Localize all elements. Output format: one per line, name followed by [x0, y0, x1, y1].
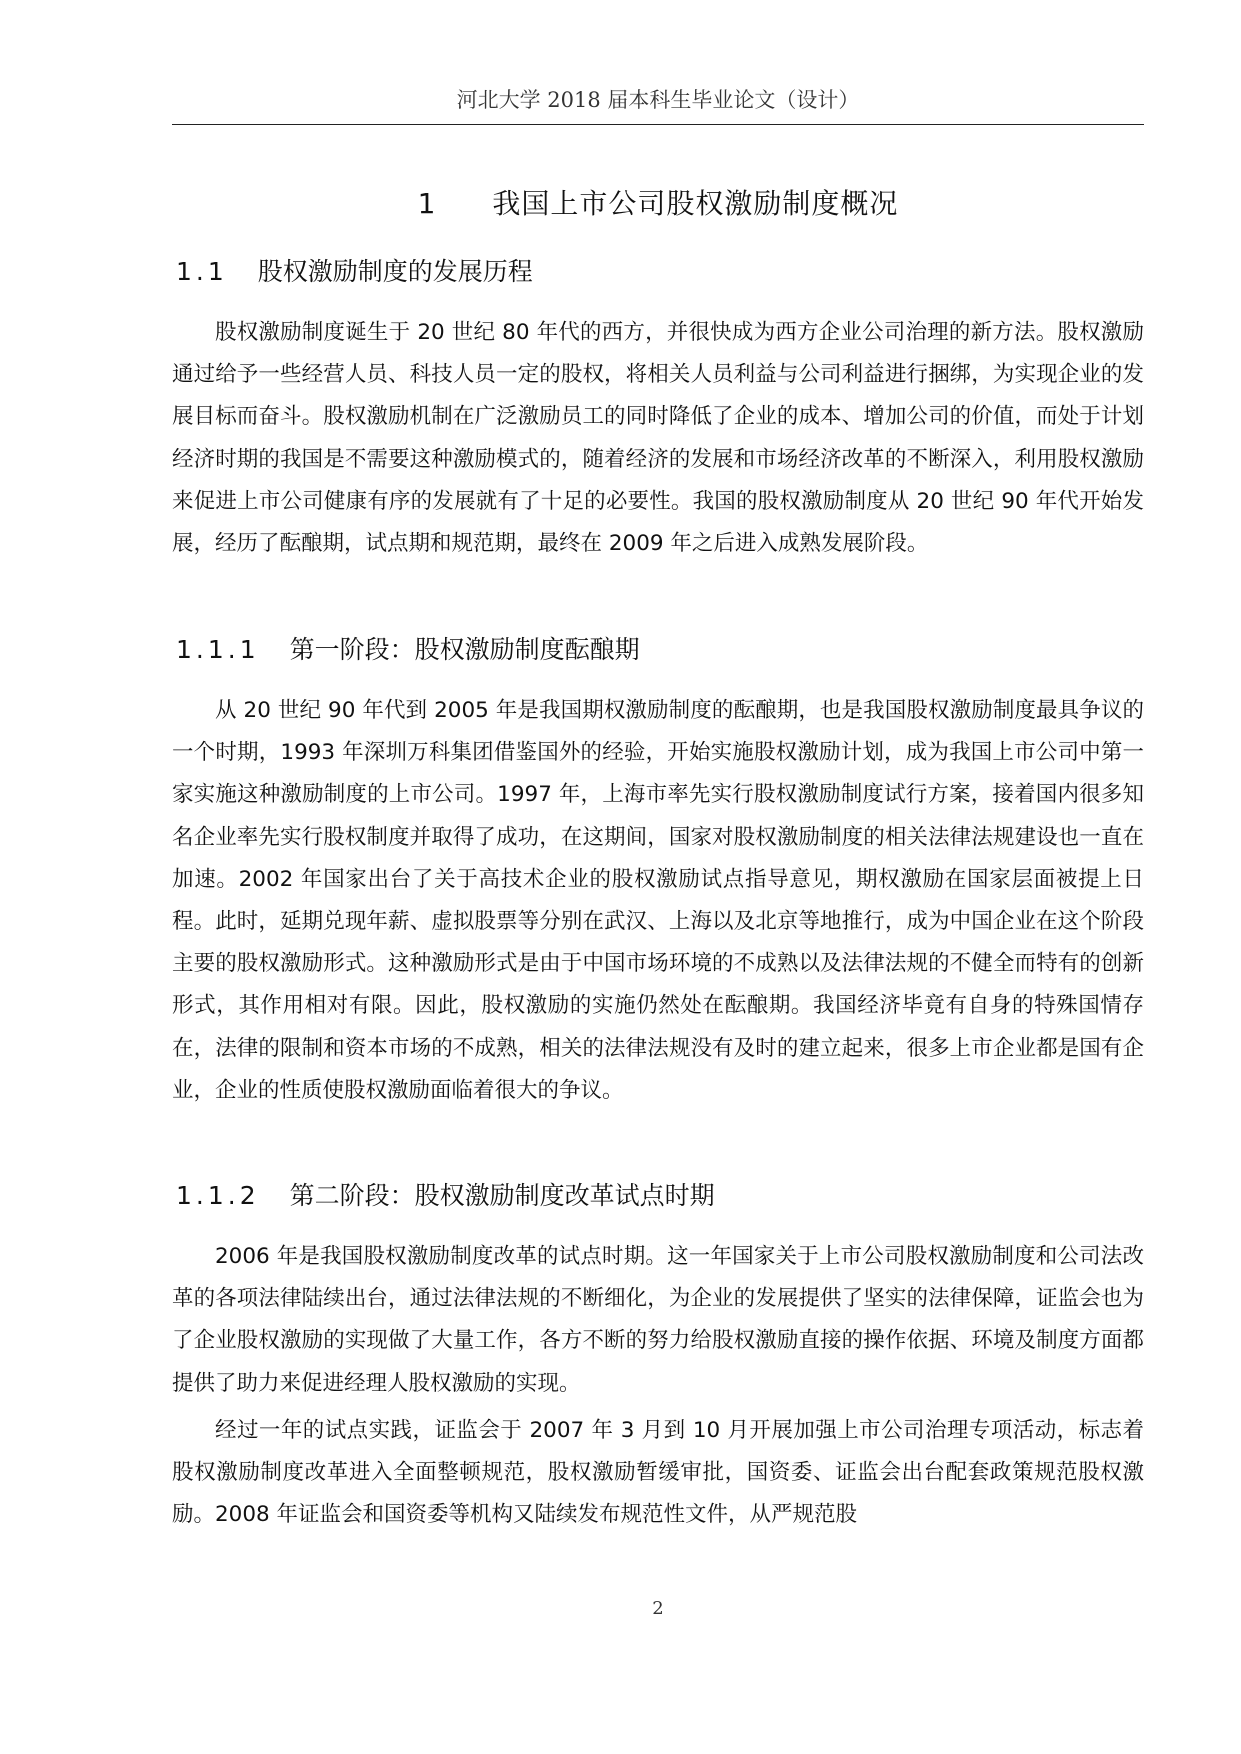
chapter-title-text: 我国上市公司股权激励制度概况: [492, 187, 899, 220]
section-heading-1-1: [176, 252, 533, 288]
section-number: 1.1.1: [176, 635, 260, 664]
section-heading-1-1-1: [176, 630, 640, 666]
section-number: 1.1: [176, 257, 228, 286]
page-header: 河北大学 2018 届本科生毕业论文（设计）: [456, 88, 860, 112]
paragraph: 2006 年是我国股权激励制度改革的试点时期。这一年国家关于上市公司股权激励制度和公司法改革的各项法律陆续出台，通过法律法规的不断细化，为企业的发展提供了坚实的法律保障，证监会也为了企业股权激励的实现做了大量工作，各方不断的努力给股权激励直接的操作依据、环境及制度方面都提供了助力来促进经理人股权激励的实现。: [172, 1244, 1144, 1396]
section-number: 1.1.2: [176, 1181, 260, 1210]
paragraph: 股权激励制度诞生于 20 世纪 80 年代的西方，并很快成为西方企业公司治理的新方法。股权激励通过给予一些经营人员、科技人员一定的股权，将相关人员利益与公司利益进行捆绑，为实现企业的发展目标而奋斗。股权激励机制在广泛激励员工的同时降低了企业的成本、增加公司的价值，而处于计划经济时期的我国是不需要这种激励模式的，随着经济的发展和市场经济改革的不断深入，利用股权激励来促进上市公司健康有序的发展就有了十足的必要性。我国的股权激励制度从 20 世纪 90 年代开始发展，经历了酝酿期，试点期和规范期，最终在 2009 年之后进入成熟发展阶段。: [172, 320, 1144, 557]
paragraph: 经过一年的试点实践，证监会于 2007 年 3 月到 10 月开展加强上市公司治理专项活动，标志着股权激励制度改革进入全面整顿规范，股权激励暂缓审批，国资委、证监会出台配套政策规范股权激励。2008 年证监会和国资委等机构又陆续发布规范性文件，从严规范股: [172, 1418, 1144, 1528]
chapter-number: 1: [417, 187, 437, 220]
page-number: 2: [652, 1598, 664, 1619]
paragraph: 从 20 世纪 90 年代到 2005 年是我国期权激励制度的酝酿期，也是我国股权激励制度最具争议的一个时期，1993 年深圳万科集团借鉴国外的经验，开始实施股权激励计划，成为我国上市公司中第一家实施这种激励制度的上市公司。1997 年，上海市率先实行股权激励制度试行方案，接着国内很多知名企业率先实行股权制度并取得了成功，在这期间，国家对股权激励制度的相关法律法规建设也一直在加速。2002 年国家出台了关于高技术企业的股权激励试点指导意见，期权激励在国家层面被提上日程。此时，延期兑现年薪、虚拟股票等分别在武汉、上海以及北京等地推行，成为中国企业在这个阶段主要的股权激励形式。这种激励形式是由于中国市场环境的不成熟以及法律法规的不健全而特有的创新形式，其作用相对有限。因此，股权激励的实施仍然处在酝酿期。我国经济毕竟有自身的特殊国情存在，法律的限制和资本市场的不成熟，相关的法律法规没有及时的建立起来，很多上市企业都是国有企业，企业的性质使股权激励面临着很大的争议。: [172, 698, 1144, 1103]
section-title: 第二阶段：股权激励制度改革试点时期: [289, 1181, 715, 1210]
section-title: 第一阶段：股权激励制度酝酿期: [289, 635, 640, 664]
chapter-title: [172, 182, 1144, 222]
header-divider: [172, 124, 1144, 125]
section-heading-1-1-2: [176, 1176, 715, 1212]
section-title: 股权激励制度的发展历程: [257, 257, 533, 286]
